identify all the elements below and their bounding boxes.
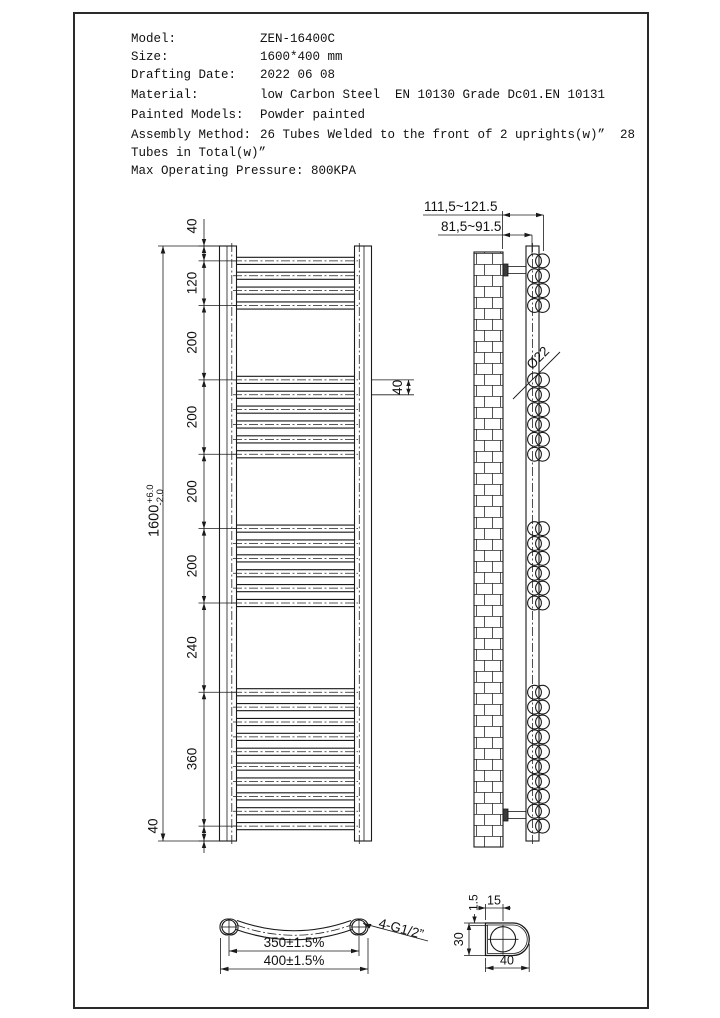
dim-hole-offset (478, 894, 511, 922)
detail-view (452, 894, 529, 973)
spec-assembly-wrap: Tubes in Total(w)” (131, 146, 267, 160)
spec-label: Material: (131, 88, 199, 102)
segment-label: 200 (184, 331, 200, 354)
overall-height-tol-plus: +6.0 (145, 484, 156, 504)
overall-width-label: 400±1.5% (263, 953, 325, 968)
overall-height-tol-minus: -2.0 (155, 489, 166, 506)
spec-label: Assembly Method: (131, 128, 252, 142)
profile-height-label: 30 (452, 932, 466, 947)
spec-value: Powder painted (260, 108, 366, 122)
dim-wall-thickness (467, 894, 488, 926)
connection-label: 4-G1/2” (377, 915, 426, 942)
spec-label: Model: (131, 32, 177, 46)
brick-wall (474, 252, 503, 847)
spec-value: low Carbon Steel EN 10130 Grade Dc01.EN 10131 (260, 88, 606, 102)
segment-label: 120 (184, 271, 200, 295)
dim-wall-offset-inner (438, 219, 532, 254)
front-tubes (233, 257, 358, 829)
dim-tube-pitch (372, 380, 415, 395)
spec-value: 26 Tubes Welded to the front of 2 uprights(w)” 28 (260, 128, 636, 142)
spec-label: Drafting Date: (131, 68, 237, 82)
front-view (145, 218, 414, 853)
overall-height-value: 1600 (146, 504, 163, 537)
dim-profile-height (452, 923, 486, 956)
wall-offset-outer-label: 111,5~121.5 (424, 199, 498, 214)
segment-label: 40 (145, 818, 161, 834)
side-view (423, 199, 560, 847)
spec-value: 2022 06 08 (260, 68, 336, 82)
segment-label: 240 (184, 636, 200, 659)
plan-view (220, 915, 428, 974)
tube-diameter-label: Ø22 (523, 343, 553, 373)
connection-callout (363, 915, 428, 941)
segment-label: 200 (184, 405, 200, 429)
wall-bracket-bottom (503, 809, 526, 821)
spec-label: Painted Models: (131, 108, 244, 122)
spec-value: ZEN-16400C (260, 32, 336, 46)
wall-offset-inner-label: 81,5~91.5 (441, 219, 502, 234)
wall-bracket-top (503, 264, 526, 276)
centers-distance-label: 350±1.5% (263, 935, 325, 950)
segment-label: 360 (184, 747, 200, 771)
spec-max-pressure: Max Operating Pressure: 800KPA (131, 164, 357, 178)
wall-thickness-label: 1.5 (466, 894, 481, 911)
plan-right-fixture (350, 919, 368, 935)
dim-overall-height (145, 246, 222, 841)
spec-value: 1600*400 mm (260, 50, 343, 64)
hole-offset-label: 15 (487, 893, 501, 908)
segment-label: 200 (184, 480, 200, 503)
tube-pitch-label: 40 (390, 379, 405, 395)
spec-label: Size: (131, 50, 169, 64)
segment-label: 40 (184, 218, 200, 234)
plan-left-fixture (220, 919, 238, 935)
profile-width-label: 40 (500, 953, 514, 968)
segment-label: 200 (184, 554, 200, 578)
